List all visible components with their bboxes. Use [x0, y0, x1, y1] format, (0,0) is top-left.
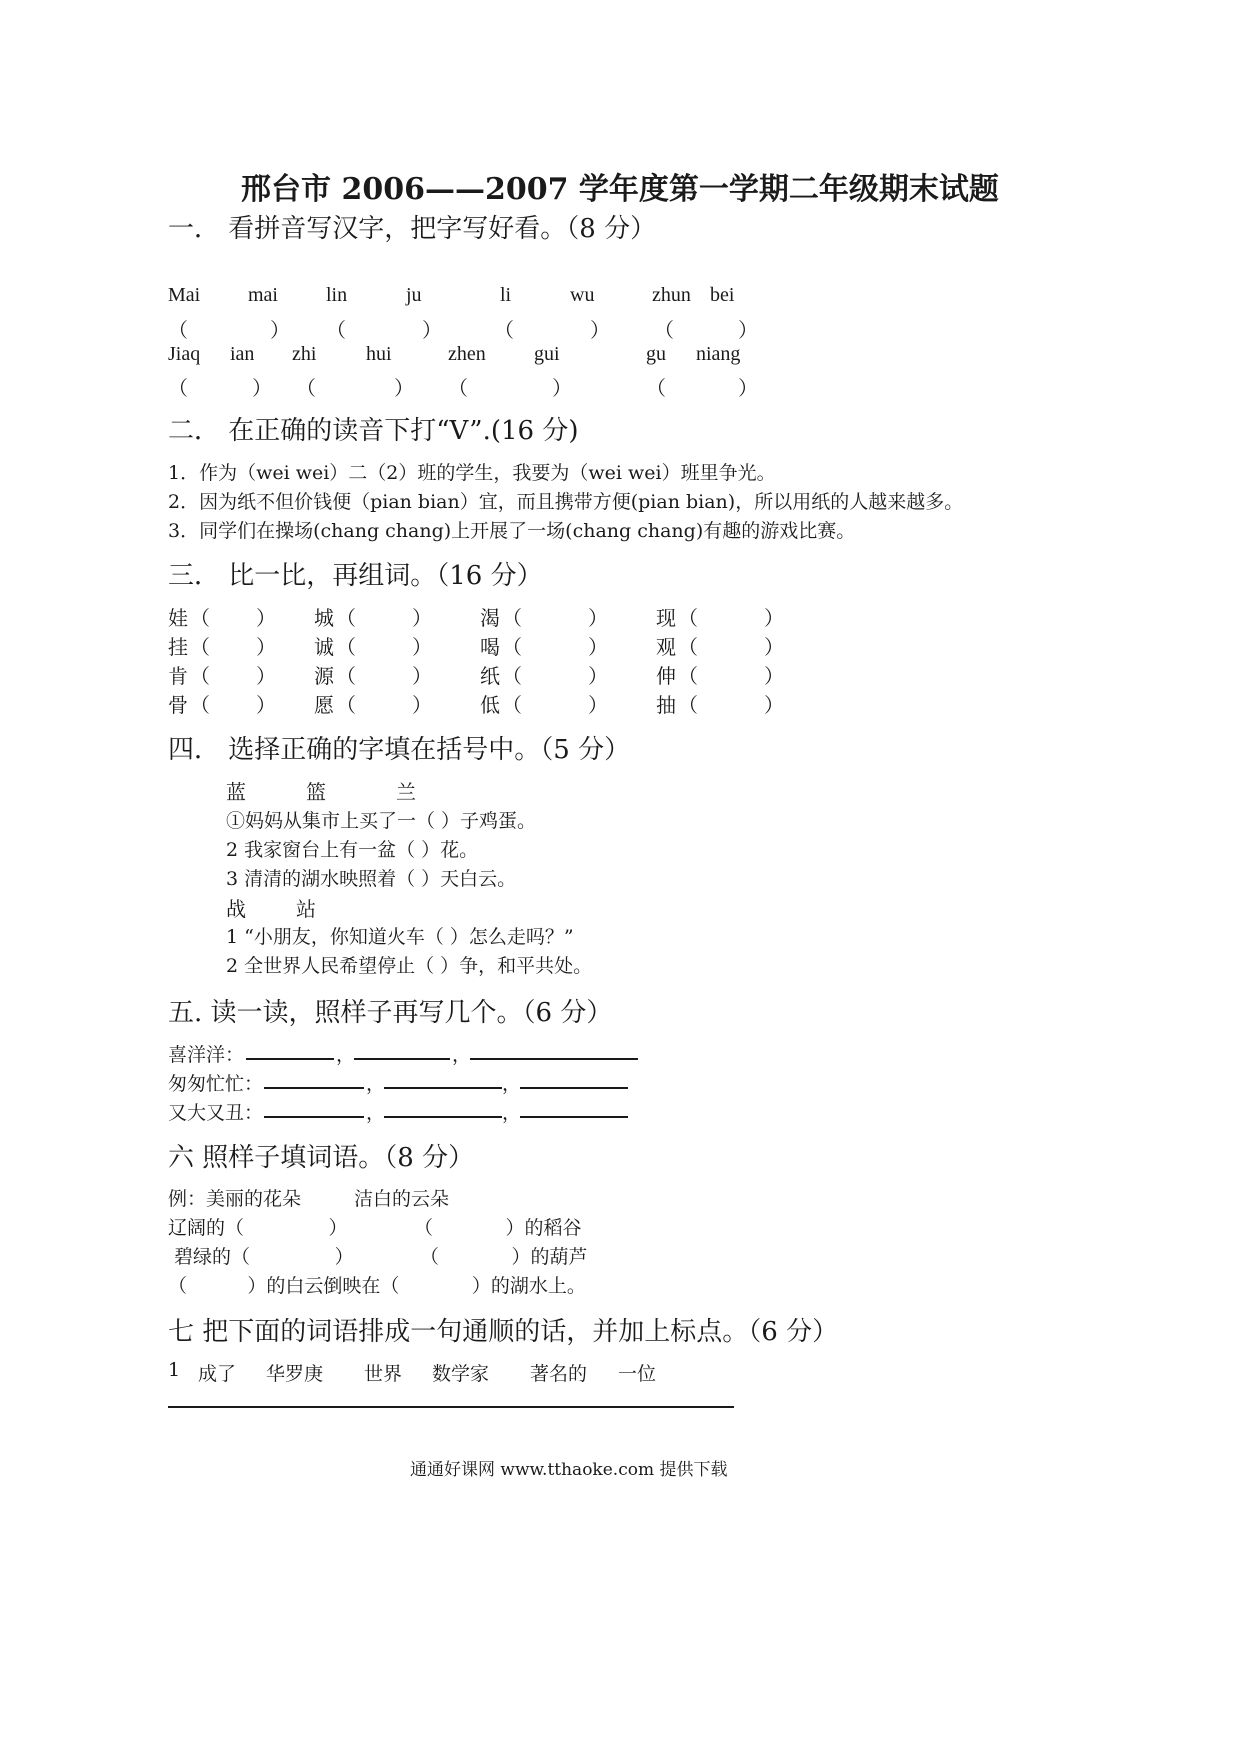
- answer-paren-close: ）: [738, 378, 758, 400]
- answer-paren-close: ）: [590, 320, 610, 342]
- answer-paren-close: ）: [412, 664, 432, 688]
- pinyin: li: [500, 284, 512, 306]
- answer-paren-close: ）: [270, 320, 290, 342]
- pinyin: zhen: [448, 343, 486, 365]
- answer-paren-open: （: [168, 378, 188, 400]
- answer-paren-open: （: [448, 378, 468, 400]
- answer-paren-close: ）: [764, 693, 784, 717]
- answer-paren-close: ）: [764, 635, 784, 659]
- compare-char: 源: [314, 664, 334, 688]
- question-item: 3．同学们在操场(chang chang)上开展了一场(chang chang)有趣的游戏比赛。: [168, 520, 856, 542]
- question-item: 2．因为纸不但价钱便（pian bian）宜，而且携带方便(pian bian)，所以用纸的人越来越多。: [168, 491, 964, 513]
- choice-word: 兰: [396, 780, 416, 804]
- pinyin: Mai: [168, 284, 201, 306]
- example-word: 喜洋洋：: [168, 1044, 245, 1066]
- pinyin: ian: [230, 343, 255, 365]
- compare-char: 骨: [168, 693, 188, 717]
- fill-phrase: 碧绿的（ ） （ ）的葫芦: [168, 1246, 588, 1268]
- answer-paren-close: ）: [552, 378, 572, 400]
- answer-paren-close: ）: [252, 378, 272, 400]
- pinyin: niang: [696, 343, 741, 365]
- pinyin: wu: [570, 284, 595, 306]
- answer-paren-close: ）: [738, 320, 758, 342]
- answer-paren-open: （: [646, 378, 666, 400]
- answer-paren-close: ）: [764, 606, 784, 630]
- compare-char: 娃: [168, 606, 188, 630]
- answer-line[interactable]: [384, 1087, 502, 1089]
- answer-paren-open: （: [190, 635, 210, 659]
- fill-phrase: （ ）的白云倒映在（ ）的湖水上。: [168, 1275, 586, 1297]
- answer-paren-open: （: [502, 664, 522, 688]
- answer-paren-open: （: [336, 635, 356, 659]
- comma: ，: [366, 1073, 386, 1095]
- answer-paren-close: ）: [422, 320, 442, 342]
- answer-paren-open: （: [678, 693, 698, 717]
- pinyin: mai: [248, 284, 278, 306]
- answer-paren-close: ）: [412, 606, 432, 630]
- fill-sentence: 2 我家窗台上有一盆（ ）花。: [226, 839, 479, 861]
- answer-paren-close: ）: [256, 693, 276, 717]
- fill-sentence: 1 “小朋友，你知道火车（ ）怎么走吗？”: [226, 926, 574, 948]
- answer-paren-open: （: [678, 635, 698, 659]
- answer-paren-open: （: [336, 606, 356, 630]
- answer-paren-close: ）: [412, 693, 432, 717]
- pinyin: hui: [366, 343, 392, 365]
- fill-sentence: ①妈妈从集市上买了一（ ）子鸡蛋。: [226, 810, 537, 832]
- section-6-heading: 六 照样子填词语。（8 分）: [168, 1143, 475, 1173]
- example-word: 匆匆忙忙：: [168, 1073, 264, 1095]
- answer-paren-close: ）: [588, 606, 608, 630]
- compare-char: 肯: [168, 664, 188, 688]
- fill-sentence: 2 全世界人民希望停止（ ）争，和平共处。: [226, 955, 593, 977]
- item-number: 1: [168, 1359, 181, 1381]
- pinyin: bei: [710, 284, 735, 306]
- answer-paren-open: （: [502, 693, 522, 717]
- compare-char: 诚: [314, 635, 334, 659]
- answer-paren-open: （: [502, 635, 522, 659]
- answer-paren-open: （: [296, 378, 316, 400]
- section-2-heading: 二． 在正确的读音下打“V”.(16 分): [168, 416, 579, 446]
- pinyin: gu: [646, 343, 666, 365]
- word-tile: 成了: [198, 1363, 237, 1385]
- answer-line[interactable]: [520, 1116, 628, 1118]
- fill-sentence: 3 清清的湖水映照着（ ）天白云。: [226, 868, 517, 890]
- answer-paren-close: ）: [588, 664, 608, 688]
- pinyin: lin: [326, 284, 348, 306]
- answer-paren-open: （: [654, 320, 674, 342]
- choice-word: 篮: [306, 780, 326, 804]
- answer-line[interactable]: [470, 1058, 638, 1060]
- section-3-heading: 三． 比一比，再组词。（16 分）: [168, 561, 543, 591]
- answer-line[interactable]: [354, 1058, 450, 1060]
- answer-line[interactable]: [168, 1406, 734, 1408]
- answer-paren-open: （: [494, 320, 514, 342]
- pinyin: ju: [406, 284, 422, 306]
- section-7-heading: 七 把下面的词语排成一句通顺的话，并加上标点。（6 分）: [168, 1317, 839, 1347]
- example-phrase: 洁白的云朵: [354, 1188, 450, 1210]
- compare-char: 观: [656, 635, 676, 659]
- answer-paren-open: （: [190, 606, 210, 630]
- answer-line[interactable]: [264, 1087, 364, 1089]
- word-tile: 一位: [618, 1363, 657, 1385]
- example-phrase: 例：美丽的花朵: [168, 1188, 302, 1210]
- choice-word: 站: [296, 897, 316, 921]
- section-4-heading: 四． 选择正确的字填在括号中。（5 分）: [168, 735, 631, 765]
- answer-paren-close: ）: [412, 635, 432, 659]
- compare-char: 挂: [168, 635, 188, 659]
- answer-paren-open: （: [678, 664, 698, 688]
- compare-char: 抽: [656, 693, 676, 717]
- answer-paren-close: ）: [394, 378, 414, 400]
- choice-word: 蓝: [226, 780, 246, 804]
- answer-paren-open: （: [336, 693, 356, 717]
- answer-line[interactable]: [264, 1116, 364, 1118]
- word-tile: 世界: [364, 1363, 403, 1385]
- fill-phrase: 辽阔的（ ） （ ）的稻谷: [168, 1217, 582, 1239]
- compare-char: 低: [480, 693, 500, 717]
- comma: ，: [452, 1044, 472, 1066]
- pinyin: gui: [534, 343, 560, 365]
- answer-paren-open: （: [502, 606, 522, 630]
- example-word: 又大又丑：: [168, 1102, 264, 1124]
- pinyin: Jiaq: [168, 343, 201, 365]
- answer-paren-close: ）: [588, 635, 608, 659]
- compare-char: 纸: [480, 664, 500, 688]
- pinyin: zhi: [292, 343, 317, 365]
- answer-paren-close: ）: [588, 693, 608, 717]
- compare-char: 渴: [480, 606, 500, 630]
- answer-paren-close: ）: [256, 664, 276, 688]
- answer-paren-open: （: [336, 664, 356, 688]
- answer-line[interactable]: [384, 1116, 502, 1118]
- compare-char: 伸: [656, 664, 676, 688]
- comma: ，: [366, 1102, 386, 1124]
- answer-paren-close: ）: [256, 635, 276, 659]
- question-item: 1．作为（wei wei）二（2）班的学生，我要为（wei wei）班里争光。: [168, 462, 776, 484]
- compare-char: 喝: [480, 635, 500, 659]
- answer-paren-open: （: [678, 606, 698, 630]
- answer-paren-open: （: [190, 693, 210, 717]
- answer-line[interactable]: [246, 1058, 334, 1060]
- word-tile: 数学家: [432, 1363, 490, 1385]
- answer-paren-open: （: [190, 664, 210, 688]
- compare-char: 现: [656, 606, 676, 630]
- word-tile: 著名的: [530, 1363, 588, 1385]
- answer-line[interactable]: [520, 1087, 628, 1089]
- choice-word: 战: [226, 897, 246, 921]
- word-tile: 华罗庚: [266, 1363, 324, 1385]
- section-5-heading: 五. 读一读，照样子再写几个。（6 分）: [168, 998, 613, 1028]
- comma: ，: [502, 1073, 522, 1095]
- section-1-heading: 一． 看拼音写汉字，把字写好看。（8 分）: [168, 214, 657, 244]
- footer-text: 通通好课网 www.tthaoke.com 提供下载: [410, 1460, 728, 1480]
- comma: ，: [336, 1044, 356, 1066]
- compare-char: 城: [314, 606, 334, 630]
- answer-paren-close: ）: [764, 664, 784, 688]
- answer-paren-close: ）: [256, 606, 276, 630]
- comma: ，: [502, 1102, 522, 1124]
- answer-paren-open: （: [168, 320, 188, 342]
- compare-char: 愿: [314, 693, 334, 717]
- page-title: 邢台市 2006——2007 学年度第一学期二年级期末试题: [241, 172, 999, 207]
- answer-paren-open: （: [326, 320, 346, 342]
- pinyin: zhun: [652, 284, 691, 306]
